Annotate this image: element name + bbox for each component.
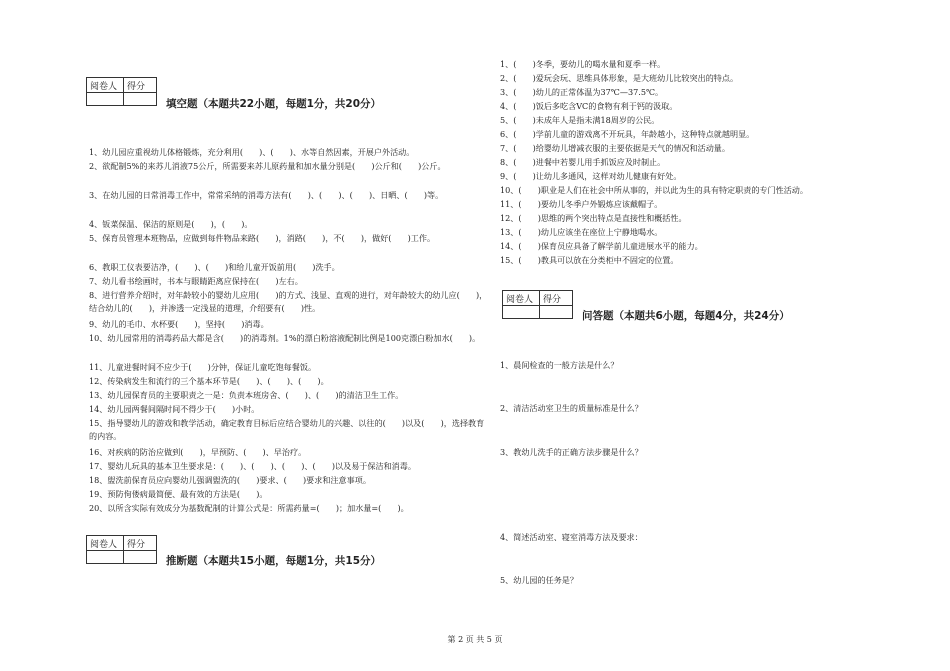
- fill-item: 5、保育员管理本班物品，应做到每件物品来路( )，消路( )，不( )，做好( )工作。: [89, 233, 436, 243]
- fill-item: 20、以所含实际有效成分为基数配制的计算公式是：所需药量=( )；加水量=( )。: [89, 503, 409, 513]
- qa-item: 3、教幼儿洗手的正确方法步骤是什么？: [500, 447, 643, 457]
- judge-title: 推断题（本题共15小题，每题1分，共15分）: [166, 555, 382, 567]
- judge-item: 15、( )教具可以放在分类柜中不固定的位置。: [500, 255, 679, 265]
- qa-title: 问答题（本题共6小题，每题4分，共24分）: [582, 310, 790, 322]
- fill-item: 3、在幼儿园的日常消毒工作中，常常采纳的消毒方法有( )、( )、( )、日晒、( )等。: [89, 190, 444, 200]
- qa-item: 4、简述活动室、寝室消毒方法及要求：: [500, 532, 643, 542]
- judge-item: 7、( )给婴幼儿增减衣服的主要依据是天气的情况和活动量。: [500, 143, 730, 153]
- qa-item: 5、幼儿园的任务是？: [500, 575, 578, 585]
- score-cell: [540, 306, 573, 319]
- fill-item: 6、教职工仪表要洁净，( )、( )和给儿童开饭前用( )洗手。: [89, 262, 340, 272]
- judge-item: 3、( )幼儿的正常体温为37℃—37.5℃。: [500, 87, 664, 97]
- fill-item: 18、盥洗前保育员应向婴幼儿强调盥洗的( )要求、( )要求和注意事项。: [89, 475, 371, 485]
- reviewer-cell: [87, 551, 124, 564]
- reviewer-label: 阅卷人: [503, 291, 540, 306]
- fill-item: 15、指导婴幼儿的游戏和教学活动，确定教育目标后应结合婴幼儿的兴趣、以往的( )以及( )，选择教育的内容。: [89, 418, 485, 441]
- fill-item: 2、欲配制5%的来苏儿消液75公斤，所需要来苏儿原药量和加水量分别是( )公斤和( )公斤。: [89, 161, 446, 171]
- fill-item: 8、进行营养介绍时，对年龄较小的婴幼儿应用( )的方式、浅显、直观的进行，对年龄较大的幼儿应( )，结合幼儿的( )，并渗透一定浅显的道理，介绍要有( )性。: [89, 290, 488, 313]
- fill-item: 11、儿童进餐时间不应少于( )分钟，保证儿童吃饱每餐饭。: [89, 362, 317, 372]
- judge-item: 1、( )冬季，要幼儿的喝水量和夏季一样。: [500, 59, 666, 69]
- judge-item: 9、( )让幼儿多通风，这样对幼儿健康有好处。: [500, 171, 682, 181]
- fill-item: 19、预防佝偻病最简便、最有效的方法是( )。: [89, 489, 268, 499]
- judge-item: 12、( )思维的两个突出特点是直接性和概括性。: [500, 213, 687, 223]
- score-cell: [124, 551, 157, 564]
- score-table-fill: [86, 77, 157, 106]
- fill-item: 14、幼儿园两餐间隔时间不得少于( )小时。: [89, 404, 260, 414]
- score-label: 得分: [124, 78, 157, 93]
- judge-item: 11、( )要幼儿冬季户外锻炼应该戴帽子。: [500, 199, 663, 209]
- judge-item: 6、( )学前儿童的游戏离不开玩具，年龄越小，这种特点就越明显。: [500, 129, 755, 139]
- reviewer-cell: [503, 306, 540, 319]
- judge-item: 8、( )进餐中若婴儿用手抓饭应及时制止。: [500, 157, 666, 167]
- page-footer: 第 2 页 共 5 页: [447, 635, 503, 644]
- score-cell: [124, 93, 157, 106]
- fill-item: 13、幼儿园保育员的主要职责之一是：负责本班房舍、( )、( )的清洁卫生工作。: [89, 390, 404, 400]
- score-label: 得分: [124, 536, 157, 551]
- fill-item: 9、幼儿的毛巾、水杯要( )，坚持( )消毒。: [89, 319, 269, 329]
- fill-item: 16、对疾病的防治应做到( )，早预防、( )、早治疗。: [89, 447, 307, 457]
- score-table-qa: [502, 290, 573, 319]
- judge-item: 2、( )爱玩会玩、思维具体形象，是大班幼儿比较突出的特点。: [500, 73, 739, 83]
- fill-item: 12、传染病发生和流行的三个基本环节是( )、( )、( )。: [89, 376, 329, 386]
- reviewer-label: 阅卷人: [87, 536, 124, 551]
- fill-blank-title: 填空题（本题共22小题，每题1分，共20分）: [166, 98, 382, 110]
- qa-item: 2、清洁活动室卫生的质量标准是什么？: [500, 403, 643, 413]
- fill-item: 4、钣菜保温、保洁的原则是( )，( )。: [89, 219, 253, 229]
- fill-item: 1、幼儿园应重视幼儿体格锻炼，充分利用( )、( )、水等自然因素，开展户外活动。: [89, 147, 415, 157]
- fill-item: 7、幼儿看书绘画时，书本与眼睛距离应保持在( )左右。: [89, 276, 303, 286]
- qa-item: 1、晨间检查的一般方法是什么？: [500, 360, 619, 370]
- fill-item: 17、婴幼儿玩具的基本卫生要求是：( )、( )、( )、( )以及易于保洁和消毒。: [89, 461, 416, 471]
- fill-item: 10、幼儿园常用的消毒药品大都是含( )的消毒剂。1%的漂白粉溶液配制比例是100克漂白粉加水( )。: [89, 333, 481, 343]
- judge-item: 10、( )职业是人们在社会中所从事的，并以此为生的具有特定职责的专门性活动。: [500, 185, 808, 195]
- reviewer-cell: [87, 93, 124, 106]
- judge-item: 14、( )保育员应具备了解学前儿童进展水平的能力。: [500, 241, 703, 251]
- score-label: 得分: [540, 291, 573, 306]
- judge-item: 5、( )未成年人是指未满18周岁的公民。: [500, 115, 660, 125]
- score-table-judge: [86, 535, 157, 564]
- reviewer-label: 阅卷人: [87, 78, 124, 93]
- judge-item: 4、( )饭后多吃含VC的食物有利于钙的汲取。: [500, 101, 678, 111]
- judge-item: 13、( )幼儿应该坐在座位上宁静地喝水。: [500, 227, 663, 237]
